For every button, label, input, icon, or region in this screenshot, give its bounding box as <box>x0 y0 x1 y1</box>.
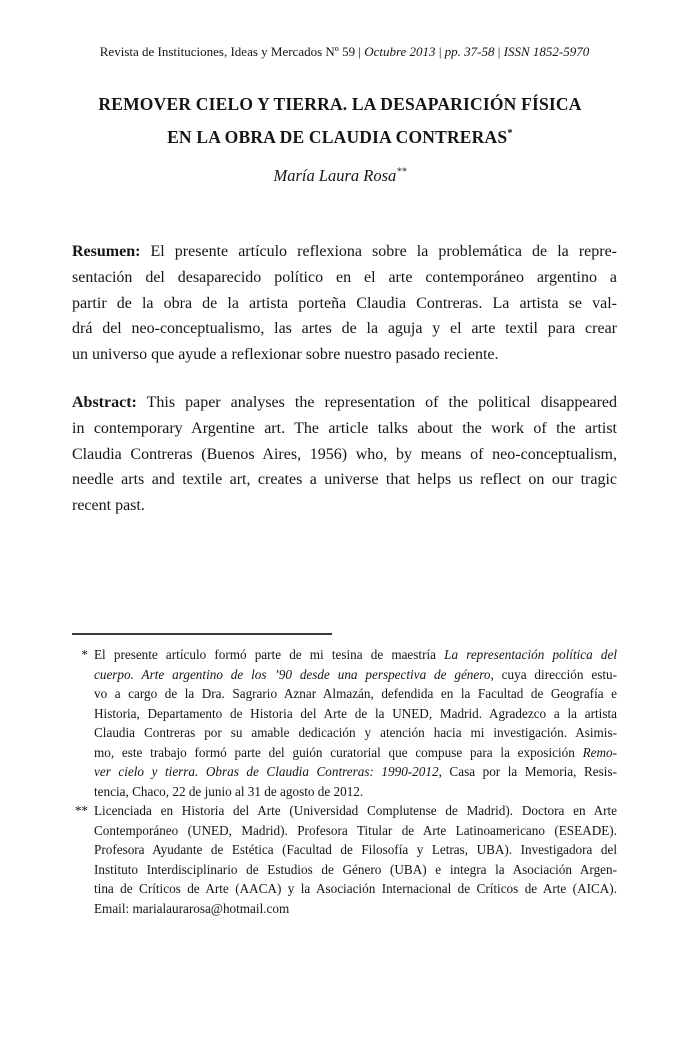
article-title-line-2: EN LA OBRA DE CLAUDIA CONTRERAS* <box>167 126 513 147</box>
footnotes-section <box>72 645 617 918</box>
journal-header-line: Revista de Instituciones, Ideas y Mercados Nº 59 | Octubre 2013 | pp. 37-58 | ISSN 1852-5970 <box>99 44 590 59</box>
footnote-marker-asterisk: * <box>81 647 88 662</box>
footnote-double-asterisk-text: Licenciada en Historia del Arte (Universidad Complutense de Madrid). Doctora en Arte Contemporáneo (UNED, Madrid). Profesora Titular de Arte Latinoamericano (ESEADE). Profesora Ayudante de Estética (Facultad de Filosofía y Letras, UBA). Investigadora del Instituto Interdisciplinario de Estudios de Género (UBA) e integra la Asociación Argen- tina de Críticos de Arte (AACA) y la Asociación Internacional de Críticos de Arte (AICA). Email: marialaurarosa@hotmail.com <box>94 803 617 916</box>
resumen-paragraph: Resumen: El presente artículo reflexiona sobre la problemática de la repre- sentación del desaparecido político en el arte contemporáneo argentino a partir de la obra de la artista porteña Claudia Contreras. La artista se val- drá del neo-conceptualismo, las artes de la aguja y el arte textil para crear un universo que ayude a reflexionar sobre nuestro pasado reciente. <box>72 243 617 364</box>
footnote-marker-double-asterisk: ** <box>74 803 88 818</box>
article-title <box>40 90 640 152</box>
footnote-double-asterisk <box>72 801 617 918</box>
author-name: María Laura Rosa** <box>273 166 407 185</box>
footnote-asterisk <box>72 645 617 801</box>
footnote-separator-rule <box>72 633 332 635</box>
footnote-asterisk-text: El presente artículo formó parte de mi tesina de maestría La representación política del cuerpo. Arte argentino de los ’90 desde una perspectiva de género, cuya dirección estu- vo a cargo de la Dra. Sagrario Aznar Almazán, defendida en la Facultad de Geografía e Historia, Departamento de Historia del Arte de la UNED, Madrid. Agradezco a la artista Claudia Contreras por su amable dedicación y atención hacia mi investigación. Asimis- mo, este trabajo formó parte del guión curatorial que compuse para la exposición Remo- ver cielo y tierra. Obras de Claudia Contreras: 1990-2012, Casa por la Memoria, Resis- tencia, Chaco, 22 de junio al 31 de agosto de 2012. <box>94 647 618 799</box>
abstract-paragraph: Abstract: This paper analyses the representation of the political disappeared in contemporary Argentine art. The article talks about the work of the artist Claudia Contreras (Buenos Aires, 1956) who, by means of neo-conceptualism, needle arts and textile art, creates a universe that helps us reflect on our tragic recent past. <box>72 394 617 515</box>
article-title-line-1: REMOVER CIELO Y TIERRA. LA DESAPARICIÓN FÍSICA <box>98 94 582 114</box>
